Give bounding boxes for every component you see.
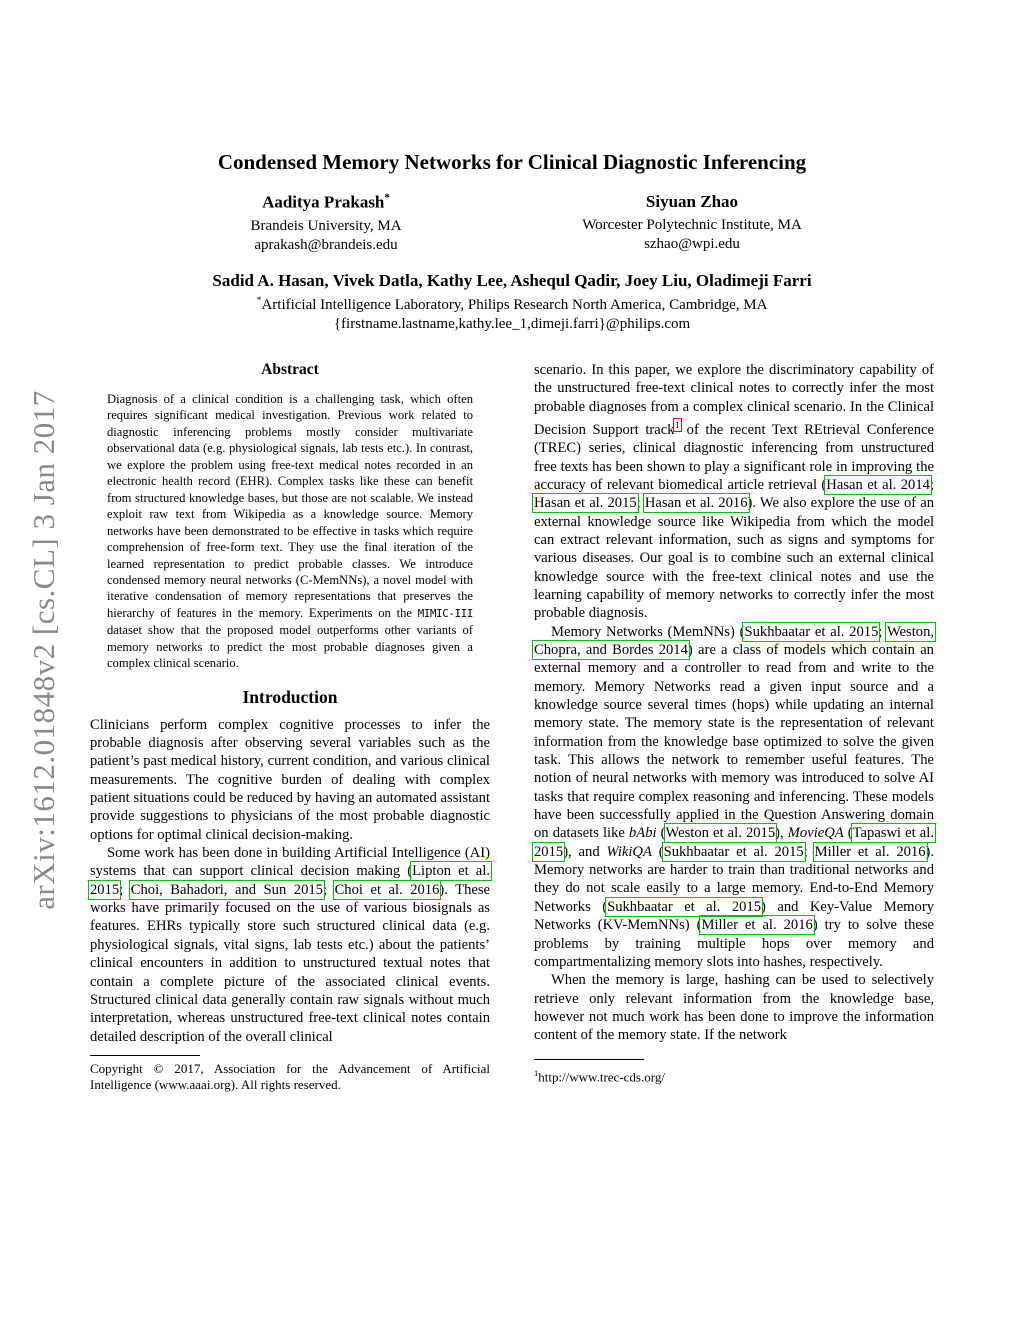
citation-link[interactable]: Hasan et al. 2014: [826, 476, 930, 493]
author-block-1: [166, 192, 486, 254]
text-run: ). Memory networks are harder to train than traditional networks and they do not scale easily to a large memory. End-to-End Memory Networks (: [534, 843, 935, 915]
author-2-email: szhao@wpi.edu: [644, 236, 740, 252]
text-run: ) try to solve these problems by training multiple hops over memory and compartmentalizing memory slots into hashes, respectively.: [534, 917, 935, 970]
text-run: When the memory is large, hashing can be used to selectively retrieve only relevant information from the knowledge base, however not much work has been done to improve the information content of the memory state. If the network: [534, 972, 934, 1044]
right-paragraph-3: [534, 971, 934, 1044]
footnote-url: http://www.trec-cds.org/: [538, 1068, 665, 1084]
right-paragraph-1: [534, 361, 934, 623]
trec-footnote: [534, 1065, 934, 1085]
text-run: scenario. In this paper, we explore the discriminatory capability of the unstructured free-text clinical notes to correctly infer the most probable diagnoses from a complex clinical scenario. In the Clinical Decision Support track: [534, 362, 934, 438]
right-column: [534, 361, 934, 1085]
introduction-heading: Introduction: [242, 686, 338, 707]
author-1-name: [166, 192, 486, 213]
citation-link[interactable]: Tapaswi et al. 2015: [534, 825, 934, 860]
group-author-names: Sadid A. Hasan, Vivek Datla, Kathy Lee, Ashequl Qadir, Joey Liu, Oladimeji Farri: [212, 271, 812, 290]
text-run: Siyuan Zhao: [645, 192, 739, 211]
text-run: MIMIC-III: [417, 606, 473, 620]
text-run: ;: [322, 881, 335, 898]
text-run: MovieQA: [787, 825, 844, 842]
citation-link[interactable]: Choi, Bahadori, and Sun 2015: [130, 881, 323, 898]
text-run: ),: [775, 825, 788, 842]
text-run: ) are a class of models which contain an external memory and a controller to read from and write to the memory. Memory Networks read a given input source and a knowledge source several times (hops) while updating an internal memory state. The memory state is the representation of relevant information from the knowledge base optimized to solve the given task. This allows the network to remember useful features. The notion of neural networks with memory was introduced to solve AI tasks that require complex reasoning and inferencing. These models have been successfully applied in the Question Answering domain on datasets like: [534, 642, 934, 842]
author-block-2: [532, 192, 852, 253]
text-run: ;: [119, 881, 131, 898]
text-run: ;: [803, 843, 815, 860]
text-run: (: [656, 825, 666, 842]
citation-link[interactable]: Miller et al. 2016: [701, 917, 813, 934]
introduction-paragraph-2: [90, 844, 490, 1046]
text-run: *: [384, 192, 390, 204]
text-run: Some work has been done in building Artificial Intelligence (AI) systems that can support clinical decision making (: [90, 845, 490, 880]
text-run: Aaditya Prakash: [262, 192, 385, 212]
arxiv-watermark: arXiv:1612.01848v2 [cs.CL] 3 Jan 2017: [26, 390, 61, 910]
text-run: Diagnosis of a clinical condition is a challenging task, which often requires significant medical investigation. Previous work related to diagnostic inferencing problems mostly consider multivariate observational data (e.g. physiological signals, lab tests etc.). In contrast, we explore the problem using free-text medical notes recorded in an electronic health record (EHR). Complex tasks like these can benefit from structured knowledge bases, but those are not scalable. We instead exploit raw text from Wikipedia as a knowledge source. Memory networks have been demonstrated to be effective in tasks which require comprehension of free-form text. They use the final iteration of the learned representation to predict probable classes. We introduce condensed memory neural networks (C-MemNNs), a novel model with iterative condensation of memory representations that preserves the hierarchy of features in the memory. Experiments on the: [107, 392, 473, 620]
paper-title: Condensed Memory Networks for Clinical Diagnostic Inferencing: [217, 150, 807, 174]
introduction-paragraph-1: [90, 716, 490, 844]
citation-link[interactable]: Sukhbaatar et al. 2015: [607, 898, 762, 915]
text-run: 1: [534, 1067, 539, 1078]
text-run: Clinicians perform complex cognitive processes to infer the probable diagnosis after observing several variables such as the patient’s past medical history, current condition, and various clinical measurements. The cognitive burden of dealing with complex patient situations could be reduced by having an automated assistant provide suggestions to physicians of the most probable diagnostic options for optimal clinical decision-making.: [90, 716, 490, 843]
text-run: ). We also explore the use of an external knowledge source like Wikipedia from which the model can extract relevant information, such as signs and symptoms for various diseases. Our goal is to combine such an external clinical knowledge source with the free-text clinical notes and use the learning capability of memory networks to correctly infer the most probable diagnosis.: [534, 495, 934, 622]
text-run: Artificial Intelligence Laboratory, Philips Research North America, Cambridge, MA: [261, 297, 768, 313]
citation-link[interactable]: Miller et al. 2016: [814, 843, 926, 860]
text-run: ). These works have primarily focused on the use of various biosignals as features. EHRs typically store such structured clinical data (e.g. physiological signals, vital signs, lab tests etc.) about the patients’ clinical encounters in addition to unstructured textual notes that contain a complete picture of the associated clinical events. Structured clinical data generally contain raw signals without much interpretation, whereas unstructured free-text clinical notes contain detailed description of the overall clinical: [90, 881, 491, 1045]
abstract-heading: Abstract: [261, 361, 319, 378]
footnote-marker-link[interactable]: 1: [675, 420, 680, 431]
text-run: ;: [929, 476, 934, 493]
text-run: Memory Networks (MemNNs) (: [551, 623, 745, 640]
author-1-affiliation: Brandeis University, MA: [250, 217, 402, 234]
citation-link[interactable]: Sukhbaatar et al. 2015: [744, 623, 879, 640]
citation-link[interactable]: Lipton et al. 2015: [90, 863, 490, 898]
text-run: ;: [878, 623, 887, 640]
text-run: WikiQA: [606, 843, 652, 860]
author-block-group: [0, 271, 1024, 333]
copyright-notice: Copyright © 2017, Association for the Advancement of Artificial Intelligence (www.aaai.org). All rights reserved.: [90, 1060, 490, 1092]
trec-footnote-rule: [534, 1059, 644, 1060]
text-run: ;: [636, 495, 645, 512]
author-1-email: aprakash@brandeis.edu: [254, 236, 398, 253]
abstract-text: [107, 391, 473, 672]
text-run: *: [256, 295, 262, 306]
text-run: ), and: [563, 843, 607, 860]
citation-link[interactable]: Hasan et al. 2016: [644, 495, 748, 512]
citation-link[interactable]: Sukhbaatar et al. 2015: [663, 843, 804, 860]
group-affiliation: [0, 295, 1024, 314]
text-run: ) and Key-Value Memory Networks (KV-MemNNs) (: [534, 898, 934, 934]
author-2-affiliation: Worcester Polytechnic Institute, MA: [582, 217, 802, 233]
text-run: dataset show that the proposed model outperforms other variants of memory networks to predict the most probable diagnoses given a complex clinical scenario.: [107, 623, 473, 671]
group-email: {firstname.lastname,kathy.lee_1,dimeji.farri}@philips.com: [333, 316, 691, 332]
citation-link[interactable]: Choi et al. 2016: [334, 881, 440, 898]
text-run: of the recent Text REtrieval Conference (TREC) series, clinical diagnostic inferencing from unstructured free texts has been shown to play a significant role in improving the accuracy of relevant biomedical article retrieval (: [534, 421, 934, 493]
text-run: bAbi: [628, 825, 657, 842]
text-run: (: [843, 825, 853, 842]
text-run: (: [651, 843, 664, 860]
citation-link[interactable]: Weston et al. 2015: [665, 825, 776, 842]
citation-link[interactable]: Weston, Chopra, and Bordes 2014: [534, 623, 935, 659]
copyright-footnote-rule: [90, 1055, 200, 1056]
left-column: [90, 361, 490, 1093]
citation-link[interactable]: Hasan et al. 2015: [534, 495, 637, 512]
right-paragraph-2: [534, 623, 934, 972]
author-2-name: [532, 192, 852, 212]
